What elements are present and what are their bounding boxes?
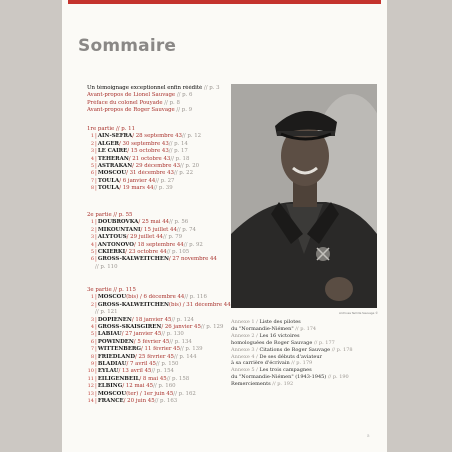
- entry-date: / 21 octobre 43: [128, 155, 171, 162]
- entry-divider: |: [95, 338, 97, 345]
- entry-number: 13: [87, 390, 94, 397]
- entry-date: / 18 septembre 44: [133, 241, 184, 248]
- entry-place: MOSCOU: [97, 170, 127, 177]
- annex-label: Annexe 3 /: [231, 346, 260, 353]
- annex-page: // p. 192: [270, 381, 294, 388]
- toc-entry: [87, 163, 239, 170]
- entry-place: GROSS-KALWEITCHEN: [97, 256, 169, 263]
- entry-number: 3: [90, 148, 94, 155]
- entry-date: / 12 mai 45: [122, 383, 154, 390]
- portrait-photo: [231, 84, 377, 308]
- entry-page: // p. 74: [176, 226, 196, 233]
- entry-number: 4: [90, 241, 94, 248]
- intro-item-title: Un témoignage exceptionnel enfin réédité: [87, 85, 203, 91]
- entry-date: / 23 octobre 44: [125, 249, 167, 256]
- annex-line: [231, 367, 379, 374]
- entry-date: / 20 juin 45: [123, 398, 155, 405]
- entry-date: / 28 septembre 43: [132, 133, 182, 140]
- entry-divider: |: [95, 155, 97, 162]
- entry-number: 5: [90, 331, 94, 338]
- entry-place: LABIAU: [97, 331, 122, 338]
- entry-divider: |: [95, 241, 97, 248]
- entry-number: 1: [90, 219, 94, 226]
- intro-item-page: // p. 3: [202, 85, 220, 91]
- entry-date: / 15 octobre 43: [127, 148, 169, 155]
- entry-page: // p. 124: [171, 316, 194, 323]
- entry-place: ASTRAKAN: [97, 163, 133, 170]
- entry-date: / 5 février 45: [133, 338, 170, 345]
- photo-caption: Archives famille Sauvage ©: [339, 311, 378, 315]
- entry-number: 11: [87, 375, 94, 382]
- entry-page: // p. 92: [183, 241, 203, 248]
- entry-page: // p. 27: [155, 177, 175, 184]
- entry-date: (bis) / 31 décembre 44: [168, 301, 231, 308]
- entry-number: 6: [90, 170, 94, 177]
- intro-item-page: // p. 6: [175, 92, 193, 99]
- entry-divider: |: [95, 294, 97, 301]
- entry-date: / 29 décembre 43: [132, 163, 181, 170]
- intro-item-title: Préface du colonel Pouyade: [87, 99, 163, 106]
- annex-line: [231, 333, 379, 340]
- entry-number: 12: [87, 383, 94, 390]
- entry-page: // p. 79: [162, 234, 183, 241]
- part-3-section: [87, 287, 239, 406]
- toc-entry: [87, 148, 239, 155]
- entry-page: // p. 56: [169, 219, 189, 226]
- entry-place: TÉHÉRAN: [97, 155, 129, 162]
- toc-entry: [87, 249, 239, 256]
- annex-title: à sa carrière d'écrivain: [231, 360, 290, 367]
- entry-date: / 25 mai 44: [138, 219, 170, 226]
- entry-place: MOSCOU: [97, 294, 127, 301]
- entry-place: GROSS-KALWEITCHEN: [97, 301, 169, 308]
- entry-divider: |: [95, 140, 97, 147]
- entry-divider: |: [95, 226, 97, 233]
- entry-divider: |: [95, 353, 97, 360]
- entry-number: 14: [87, 398, 94, 405]
- annex-title: Les 16 victoires: [259, 332, 300, 339]
- entry-divider: |: [95, 368, 97, 375]
- entry-page: // p. 160: [153, 383, 176, 390]
- entry-number: 7: [90, 177, 94, 184]
- toc-entry: [87, 376, 239, 383]
- intro-list: [87, 85, 237, 115]
- intro-item: [87, 92, 237, 99]
- annex-title: Remerciements: [231, 381, 271, 388]
- entry-number: 2: [90, 140, 94, 147]
- entry-page: // p. 22: [173, 170, 194, 177]
- intro-item-title: Avant-propos de Roger Sauvage: [87, 107, 175, 114]
- entry-divider: |: [95, 375, 97, 382]
- entry-page: // p. 130: [161, 331, 184, 338]
- annex-title: Citations de Roger Sauvage: [259, 346, 331, 353]
- entry-number: 6: [90, 338, 94, 345]
- entry-page: // p. 12: [181, 133, 202, 140]
- annex-label: Annexe 2 /: [231, 332, 260, 339]
- entry-place: FRIEDLAND: [97, 353, 136, 360]
- entry-divider: |: [95, 163, 97, 170]
- entry-place: CKIERKI: [97, 249, 126, 256]
- toc-entry: [87, 242, 239, 249]
- entry-divider: |: [95, 133, 97, 140]
- toc-entry: [87, 324, 239, 331]
- entry-page: // p. 129: [200, 324, 224, 331]
- entry-number: 2: [90, 301, 94, 308]
- entry-number: 4: [90, 324, 94, 331]
- entry-number: 1: [90, 294, 94, 301]
- entry-page-continued: // p. 110: [95, 263, 118, 270]
- toc-entry: [87, 302, 239, 309]
- entry-place: DOUBROVKA: [97, 219, 139, 226]
- annex-line: [231, 319, 379, 326]
- toc-entry: [87, 178, 239, 185]
- entry-divider: |: [95, 249, 97, 256]
- toc-entry: [87, 339, 239, 346]
- annex-line: [231, 381, 379, 388]
- toc-entry: [87, 219, 239, 226]
- entry-date: / 25 février 45: [135, 353, 174, 360]
- entry-page: // p. 139: [180, 346, 203, 353]
- entry-place: MIKOUNTANI: [97, 226, 141, 233]
- toc-entry: [87, 398, 239, 405]
- toc-entry: [87, 354, 239, 361]
- entry-number: 2: [90, 226, 94, 233]
- toc-entry: [87, 256, 239, 263]
- annex-title: De ses débuts d'aviateur: [259, 353, 322, 360]
- entry-place: LE CAIRE: [97, 148, 128, 155]
- annex-page: // p. 190: [326, 374, 349, 381]
- entry-date: / 8 mai 45: [139, 375, 167, 382]
- entry-page: // p. 163: [154, 398, 178, 405]
- toc-entry: [87, 133, 239, 140]
- toc-entry: [87, 346, 239, 353]
- entry-number: 6: [90, 256, 94, 263]
- entry-divider: |: [95, 361, 97, 368]
- pilot-portrait-illustration: [231, 84, 377, 308]
- entry-number: 8: [90, 185, 94, 192]
- entry-place: ELBING: [97, 383, 123, 390]
- entry-place: AÏN-SEFRA: [97, 133, 133, 140]
- part-heading: 1re partie // p. 11: [87, 126, 136, 132]
- annex-line: [231, 326, 379, 333]
- entry-number: 9: [90, 361, 94, 368]
- entry-number: 7: [90, 346, 94, 353]
- part-2-section: [87, 212, 239, 271]
- entry-page: // p. 144: [174, 353, 197, 360]
- entry-date: (bis) / 6 décembre 44: [126, 294, 185, 301]
- entry-place: GROSS-SKAISGIREN: [97, 324, 162, 331]
- annex-page: // p. 177: [312, 339, 335, 346]
- entry-date: / 6 janvier 44: [119, 177, 156, 184]
- entry-place: ALGER: [97, 140, 119, 147]
- entry-page-continued: // p. 121: [95, 309, 118, 316]
- toc-entry: [87, 317, 239, 324]
- entry-date: / 26 janvier 45: [161, 324, 201, 331]
- entry-date: / 18 janvier 45: [131, 316, 172, 323]
- annex-line: [231, 374, 379, 381]
- part-heading: 2e partie // p. 55: [87, 212, 133, 218]
- entry-divider: |: [95, 177, 97, 184]
- entry-page: // p. 162: [173, 390, 196, 397]
- entry-page: // p. 17: [168, 148, 188, 155]
- entry-date: / 27 janvier 45: [121, 331, 162, 338]
- toc-entry: [87, 294, 239, 301]
- entry-page: // p. 14: [168, 140, 188, 147]
- toc-entry: [87, 170, 239, 177]
- entry-place: TOULA: [97, 185, 120, 192]
- entry-date: (ter) / 1er juin 45: [126, 390, 174, 397]
- entry-date: / 15 juillet 44: [140, 226, 177, 233]
- page-number: 5: [367, 433, 370, 438]
- entry-place: ALYTOUS: [97, 234, 127, 241]
- annex-line: [231, 347, 379, 354]
- entry-place: DOPIENEN: [97, 316, 132, 323]
- entry-page: // p. 18: [170, 155, 190, 162]
- entry-date: / 31 décembre 43: [126, 170, 174, 177]
- annex-title: du "Normandie-Niémen" (1943-1945): [231, 374, 327, 381]
- entry-place: FRANCE: [97, 398, 124, 405]
- entry-divider: |: [95, 234, 97, 241]
- part-heading: 3e partie // p. 115: [87, 287, 136, 293]
- entry-number: 4: [90, 155, 94, 162]
- annexes-list: [231, 319, 379, 388]
- annex-title: homologuées de Roger Sauvage: [231, 339, 313, 346]
- toc-entry: [87, 234, 239, 241]
- toc-entry: [87, 361, 239, 368]
- intro-item: [87, 107, 237, 114]
- toc-entry: [87, 383, 239, 390]
- entry-divider: |: [95, 219, 97, 226]
- entry-number: 1: [90, 133, 94, 140]
- entry-divider: |: [95, 398, 97, 405]
- annex-label: Annexe 1 /: [231, 319, 260, 325]
- entry-number: 3: [90, 316, 94, 323]
- entry-date: / 19 mars 44: [119, 185, 154, 192]
- entry-place: BLADIAU: [97, 361, 127, 368]
- entry-date: / 27 novembre 44: [168, 256, 217, 263]
- intro-item: [87, 85, 237, 92]
- entry-place: MOSCOU: [97, 390, 127, 397]
- annex-line: [231, 360, 379, 367]
- entry-number: 5: [90, 249, 94, 256]
- intro-item-page: // p. 8: [162, 99, 180, 106]
- toc-entry: [87, 368, 239, 375]
- intro-item: [87, 100, 237, 107]
- part-1-section: [87, 126, 239, 193]
- entry-divider: |: [95, 256, 97, 263]
- annex-line: [231, 340, 379, 347]
- entry-number: 5: [90, 163, 94, 170]
- entry-page: // p. 150: [155, 361, 179, 368]
- entry-divider: |: [95, 301, 97, 308]
- entry-divider: |: [95, 324, 97, 331]
- annex-label: Annexe 5 /: [231, 367, 260, 374]
- entry-number: 3: [90, 234, 94, 241]
- entry-date: / 13 avril 45: [118, 368, 152, 375]
- entry-divider: |: [95, 185, 97, 192]
- entry-date: / 11 février 45: [141, 346, 181, 353]
- top-accent-bar: [68, 0, 381, 4]
- toc-entry: [87, 331, 239, 338]
- annex-title: du "Normandie-Niémen": [231, 325, 294, 332]
- entry-date: / 7 avril 45: [126, 361, 156, 368]
- page-title: Sommaire: [78, 36, 177, 56]
- entry-place: POWINDEN: [97, 338, 134, 345]
- toc-entry: [87, 185, 239, 192]
- entry-divider: |: [95, 390, 97, 397]
- entry-number: 8: [90, 353, 94, 360]
- intro-item-title: Avant-propos de Lionel Sauvage: [87, 92, 176, 99]
- entry-page: // p. 39: [153, 185, 173, 192]
- entry-place: TOULA: [97, 177, 120, 184]
- annex-page: // p. 178: [330, 346, 353, 353]
- entry-place: EYLAU: [97, 368, 119, 375]
- annex-title: Les trois campagnes: [259, 367, 312, 374]
- entry-number: 10: [87, 368, 94, 375]
- entry-divider: |: [95, 331, 97, 338]
- entry-date: / 30 septembre 43: [119, 140, 169, 147]
- entry-page: // p. 105: [166, 249, 190, 256]
- annex-page: // p. 179: [289, 360, 313, 367]
- entry-divider: |: [95, 346, 97, 353]
- entry-divider: |: [95, 148, 97, 155]
- entry-divider: |: [95, 316, 97, 323]
- toc-entry: [87, 141, 239, 148]
- toc-entry: [87, 156, 239, 163]
- toc-entry: [87, 391, 239, 398]
- toc-entry: [87, 227, 239, 234]
- entry-page: // p. 158: [166, 375, 190, 382]
- entry-page: // p. 154: [151, 368, 174, 375]
- intro-item-page: // p. 9: [174, 107, 193, 114]
- annex-page: // p. 174: [293, 325, 317, 332]
- entry-date: / 29 juillet 44: [126, 234, 163, 241]
- annex-line: [231, 354, 379, 361]
- entry-page: // p. 134: [169, 338, 192, 345]
- entry-divider: |: [95, 383, 97, 390]
- annex-title: Liste des pilotes: [259, 319, 301, 325]
- entry-divider: |: [95, 170, 97, 177]
- entry-page: // p. 116: [184, 294, 207, 301]
- entry-page: // p. 20: [180, 163, 200, 170]
- entry-place: EILIGENBEIL: [97, 375, 140, 382]
- entry-place: ANTONOVO: [97, 241, 134, 248]
- entry-place: WITTENBERG: [97, 346, 142, 353]
- annex-label: Annexe 4 /: [231, 353, 260, 360]
